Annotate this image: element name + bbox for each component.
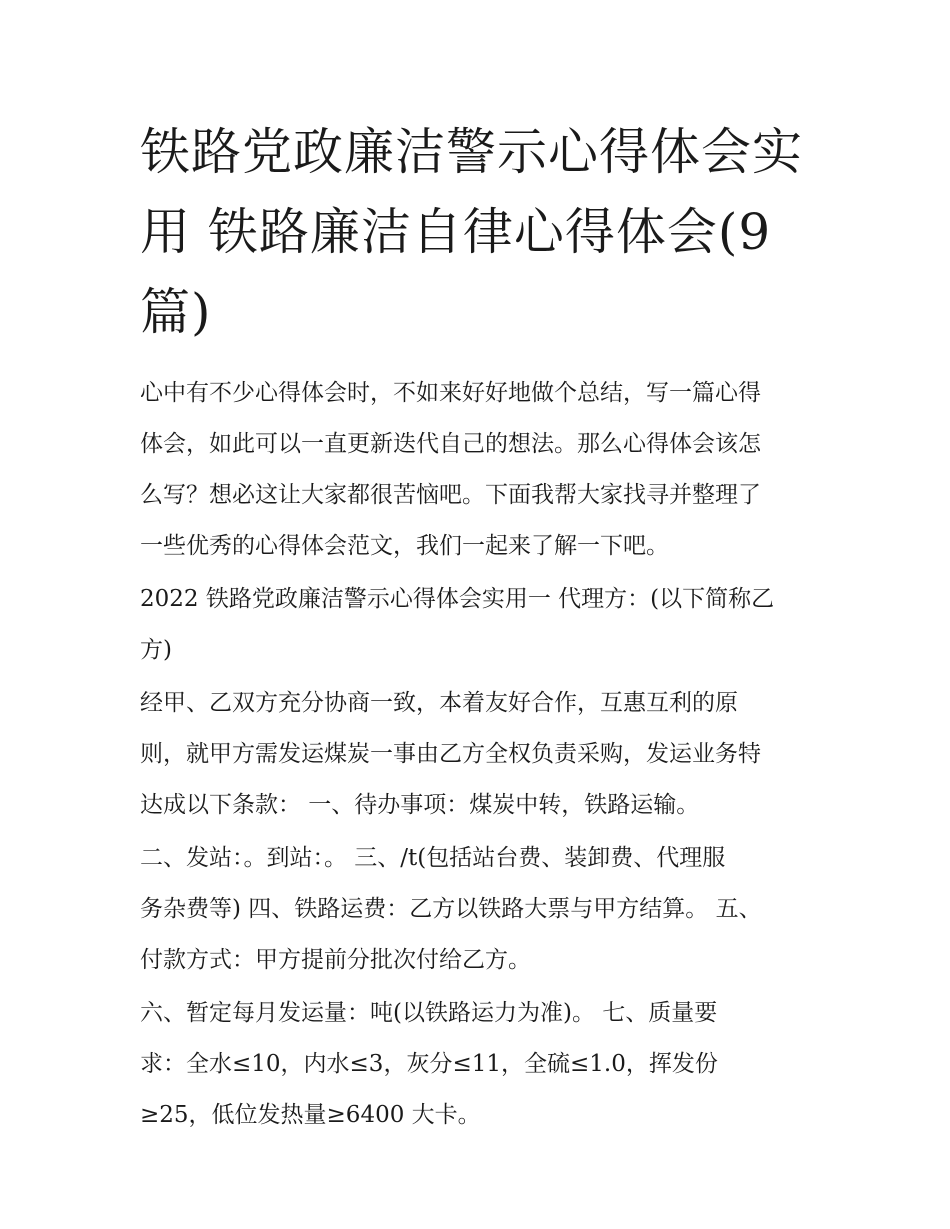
text-line: 六、暂定每月发运量：吨(以铁路运力为准)。 七、质量要 xyxy=(140,1000,718,1026)
text-line: 二、发站：。到站：。 三、/t(包括站台费、装卸费、代理服 xyxy=(140,845,726,871)
quality-paragraph xyxy=(140,988,820,1141)
text-line: 付款方式：甲方提前分批次付给乙方。 xyxy=(140,947,531,973)
text-line: ≥25，低位发热量≥6400 大卡。 xyxy=(140,1102,481,1128)
text-line: 经甲、乙双方充分协商一致，本着友好合作，互惠互利的原 xyxy=(140,690,738,716)
text-line: 求：全水≤10，内水≤3，灰分≤11，全硫≤1.0，挥发份 xyxy=(140,1051,718,1077)
document-page xyxy=(140,112,820,1143)
agent-paragraph xyxy=(140,574,820,676)
text-line: 体会，如此可以一直更新迭代自己的想法。那么心得体会该怎 xyxy=(140,431,761,457)
terms-paragraph xyxy=(140,833,820,986)
text-line: 务杂费等) 四、铁路运费：乙方以铁路大票与甲方结算。 五、 xyxy=(140,896,762,922)
title-line: 篇) xyxy=(140,283,212,341)
text-line: 2022 铁路党政廉洁警示心得体会实用一 代理方：(以下简称乙 xyxy=(140,586,775,612)
title-line: 铁路党政廉洁警示心得体会实 xyxy=(140,123,803,181)
text-line: 方) xyxy=(140,637,172,663)
title-line: 用 铁路廉洁自律心得体会(9 xyxy=(140,203,772,261)
text-line: 么写？想必这让大家都很苦恼吧。下面我帮大家找寻并整理了 xyxy=(140,482,761,508)
text-line: 达成以下条款： 一、待办事项：煤炭中转，铁路运输。 xyxy=(140,792,700,818)
text-line: 心中有不少心得体会时，不如来好好地做个总结，写一篇心得 xyxy=(140,380,761,406)
text-line: 一些优秀的心得体会范文，我们一起来了解一下吧。 xyxy=(140,533,669,559)
agreement-paragraph xyxy=(140,678,820,831)
text-line: 则，就甲方需发运煤炭一事由乙方全权负责采购，发运业务特 xyxy=(140,741,761,767)
intro-paragraph xyxy=(140,368,820,572)
document-title xyxy=(140,112,820,352)
